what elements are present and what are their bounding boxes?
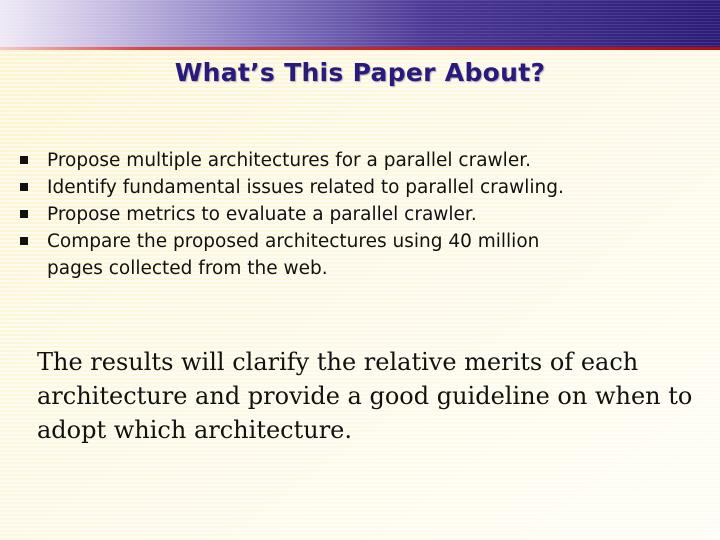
bullet-item <box>20 228 710 282</box>
square-bullet-icon <box>20 210 28 218</box>
summary-note-line: adopt which architecture. <box>37 416 353 444</box>
square-bullet-icon <box>20 156 28 164</box>
bullet-item <box>20 147 710 174</box>
square-bullet-icon <box>20 183 28 191</box>
bullet-text-line: pages collected from the web. <box>47 258 328 279</box>
summary-note-line: The results will clarify the relative merits of each <box>37 348 639 376</box>
bullet-text-line: Compare the proposed architectures using 40 million <box>47 231 540 252</box>
bullet-item <box>20 201 710 228</box>
header-band <box>0 0 720 47</box>
bullet-text: Propose metrics to evaluate a parallel crawler. <box>47 204 477 225</box>
bullet-text: Identify fundamental issues related to parallel crawling. <box>47 177 564 198</box>
bullet-list <box>20 147 710 282</box>
bullet-text: Propose multiple architectures for a parallel crawler. <box>47 150 531 171</box>
summary-note-line: architecture and provide a good guideline on when to <box>37 382 693 410</box>
summary-note <box>37 345 693 447</box>
bullet-item <box>20 174 710 201</box>
square-bullet-icon <box>20 237 28 245</box>
accent-rule <box>0 47 720 50</box>
slide-title: What’s This Paper About? <box>174 58 546 87</box>
